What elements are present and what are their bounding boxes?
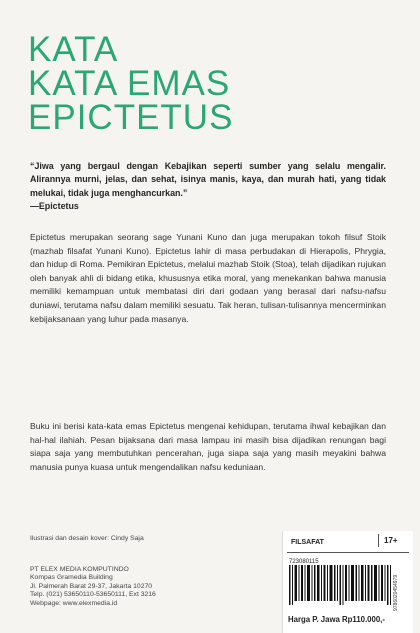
synopsis-paragraph-1: Epictetus merupakan seorang sage Yunani Kuno dan juga merupakan tokoh filsuf Stoik (mazhab filsafat Yunani Kuno). Epictetus lahir di masa perbudakan di Hierapolis, Phrygia, dan hidup di Roma. Pemikiran Epictetus, melalui mazhab Stoik (Stoa), telah dijadikan rujukan oleh banyak ahli di bidang etika, khususnya etika moral, yang menekankan bahwa manusia memiliki kemampuan untuk membatasi diri dari godaan yang berasal dari nafsu-nafsu duniawi, terutama nafsu dalam memiliki sesuatu. Tak heran, tulisan-tulisannya mencerminkan kebijaksanaan yang luhur pada masanya. (30, 232, 386, 324)
product-code: 723080115 (289, 559, 319, 565)
publisher-info (30, 566, 156, 608)
title-line-3: EPICTETUS (28, 98, 234, 137)
barcode-icon (289, 565, 400, 605)
age-divider (378, 534, 379, 547)
age-rating: 17+ (384, 536, 398, 545)
epigraph-quote (30, 160, 386, 214)
quote-text: “Jiwa yang bergaul dengan Kebajikan seperti sumber yang selalu mengalir. Alirannya murni, jelas, dan sehat, isinya manis, kaya, dan murah hati, yang tidak melukai, tidak juga menghancurkan.” (30, 161, 386, 198)
synopsis-paragraph-2: Buku ini berisi kata-kata emas Epictetus mengenai kehidupan, terutama ihwal kebajikan dan hal-hal ilahiah. Pesan bijaksana dari masa lampau ini masih bisa dijadikan renungan bagi siapa saja yang membutuhkan pencerahan, juga siapa saja yang masih meyakini bahwa manusia punya kuasa untuk mengendalikan nafsu keduniaan. (30, 421, 386, 472)
publisher-website: Webpage: www.elexmedia.id (30, 599, 118, 607)
publisher-building: Kompas Gramedia Building (30, 574, 113, 582)
book-title (28, 30, 234, 137)
barcode-panel (282, 531, 413, 633)
price-label: Harga P. Jawa Rp110.000,- (288, 615, 385, 624)
title-line-1: KATA (28, 30, 119, 69)
quote-author: —Epictetus (30, 201, 79, 212)
genre-label: FILSAFAT (291, 539, 324, 546)
isbn-number: 9786020454979 (393, 574, 399, 611)
cover-credit: Ilustrasi dan desain kover: Cindy Saja (30, 535, 144, 542)
panel-divider (287, 552, 409, 553)
title-line-2: KATA EMAS (28, 64, 231, 103)
publisher-name: PT ELEX MEDIA KOMPUTINDO (30, 566, 129, 573)
publisher-address: Jl. Palmerah Barat 29-37, Jakarta 10270 (30, 582, 153, 590)
publisher-phone: Telp. (021) 53650110-53650111, Ext 3216 (30, 591, 156, 599)
